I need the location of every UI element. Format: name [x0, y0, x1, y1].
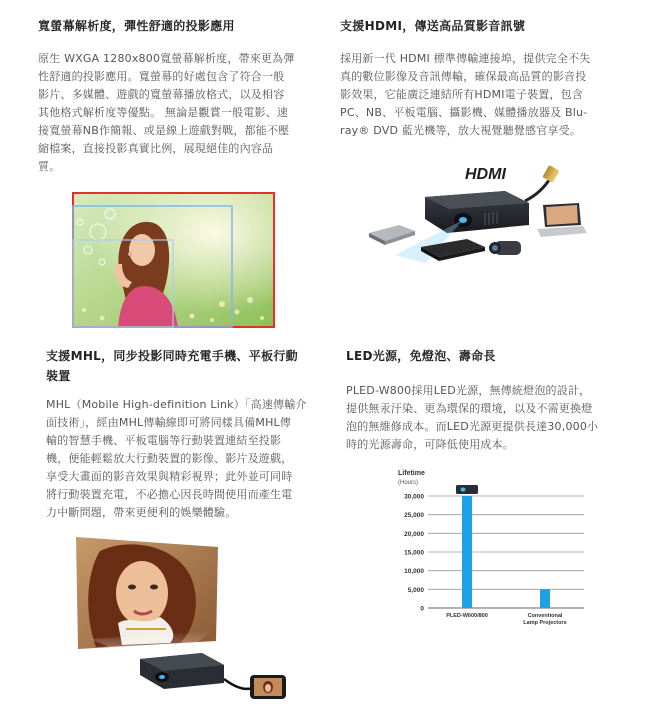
section-title: 支援HDMI，傳送高品質影音訊號	[340, 19, 526, 33]
section-mhl	[46, 346, 318, 522]
chart-category-label: PLED-W600/800	[446, 613, 488, 619]
title-line: 支援MHL，同步投影同時充電手機、平板行動	[46, 349, 298, 363]
title-line: 裝置	[46, 369, 71, 383]
projector-icon	[456, 485, 478, 494]
section-hdmi	[340, 16, 615, 140]
body-line: 影效果，它能廣泛連結所有HDMI電子裝置，包含	[340, 88, 584, 101]
chart-subtitle: (Hours)	[398, 480, 419, 486]
chart-ytick-label: 15,000	[404, 549, 424, 557]
body-line: PC、NB、平板電腦、攝影機、媒體播放器及 Blu-	[340, 106, 588, 119]
chart-ytick-label: 0	[420, 605, 424, 613]
body-line: 質。	[38, 160, 61, 173]
hdmi-plug-icon	[542, 165, 559, 183]
section-title: 寬螢幕解析度，彈性舒適的投影應用	[38, 19, 235, 33]
body-line: 輸的智慧手機、平板電腦等行動裝置連結至投影	[46, 434, 282, 447]
section-led	[346, 346, 618, 454]
body-line: 性舒適的投影應用。寬螢幕的好處包含了符合一般	[38, 70, 285, 83]
chart-ytick-label: 10,000	[404, 568, 424, 576]
body-line: 真的數位影像及音訊傳輸，確保最高品質的影音投	[340, 70, 587, 83]
body-line: 採用新一代 HDMI 標準傳輸連接埠，提供完全不失	[340, 52, 591, 65]
hard-drive-icon	[369, 225, 415, 245]
body-line: 提供無汞汙染、更為環保的環境，以及不需更換燈	[346, 402, 593, 415]
section-body	[46, 396, 318, 522]
mhl-projection-photo	[70, 531, 292, 711]
chart-bar	[462, 496, 472, 608]
widescreen-photo	[72, 192, 275, 328]
section-body	[340, 50, 615, 140]
body-line: 泡的無維修成本。而LED光源更提供長達30,000小	[346, 420, 599, 433]
body-line: 接寬螢幕NB作簡報、或是線上遊戲對戰，都能不壓	[38, 124, 290, 137]
body-line: 縮檔案，直接投影真實比例，展現絕佳的內容品	[38, 142, 274, 155]
section-title: LED光源，免燈泡、壽命長	[346, 349, 496, 363]
body-line: ray® DVD 藍光機等，放大視覺聽覺感官享受。	[340, 124, 582, 137]
chart-ytick-label: 5,000	[407, 586, 424, 594]
body-line: 享受大畫面的影音效果與精彩視界；此外並可同時	[46, 470, 293, 483]
body-line: 機，便能輕鬆放大行動裝置的影像、影片及遊戲，	[46, 452, 293, 465]
body-line: 面技術」，經由MHL傳輸線即可將同樣具備MHL傳	[46, 416, 292, 429]
widescreen-photo-illustration	[72, 192, 275, 328]
body-line: 影片、多媒體、遊戲的寬螢幕播放格式，以及相容	[38, 88, 285, 101]
lifetime-chart	[388, 466, 590, 638]
chart-bar	[540, 589, 550, 608]
body-line: 力中斷問題，帶來更便利的娛樂體驗。	[46, 506, 237, 519]
smartphone-icon	[250, 675, 286, 699]
hdmi-devices-photo	[355, 163, 587, 263]
body-line: PLED-W800採用LED光源，無傳統燈泡的設計，	[346, 384, 591, 397]
body-line: MHL（Mobile High-definition Link）「高速傳輸介	[46, 398, 307, 411]
hdmi-devices-illustration	[355, 163, 587, 263]
section-body	[38, 50, 313, 176]
chart-title: Lifetime	[398, 470, 425, 477]
body-line: 原生 WXGA 1280x800寬螢幕解析度，帶來更為彈	[38, 52, 295, 65]
chart-category-label: Lamp Projectors	[523, 620, 567, 626]
lifetime-chart-svg	[388, 466, 590, 638]
chart-ytick-label: 20,000	[404, 530, 424, 538]
body-line: 時的光源壽命，可降低使用成本。	[346, 438, 514, 451]
body-line: 將行動裝置充電，不必擔心因長時間使用而產生電	[46, 488, 293, 501]
mhl-projection-illustration	[70, 531, 292, 711]
body-line: 其他格式解析度等優點。 無論是觀賞一般電影、速	[38, 106, 289, 119]
chart-ytick-label: 25,000	[404, 512, 424, 520]
chart-ytick-label: 30,000	[404, 493, 424, 501]
section-body	[346, 382, 618, 454]
camcorder-icon	[489, 241, 521, 255]
chart-category-label: Conventional	[527, 613, 563, 619]
section-title	[46, 346, 318, 386]
hdmi-logo: HDMI	[465, 166, 506, 183]
projector-icon	[140, 653, 224, 689]
laptop-icon	[537, 203, 587, 237]
projector-lens-icon	[461, 488, 466, 492]
section-widescreen	[38, 16, 313, 176]
